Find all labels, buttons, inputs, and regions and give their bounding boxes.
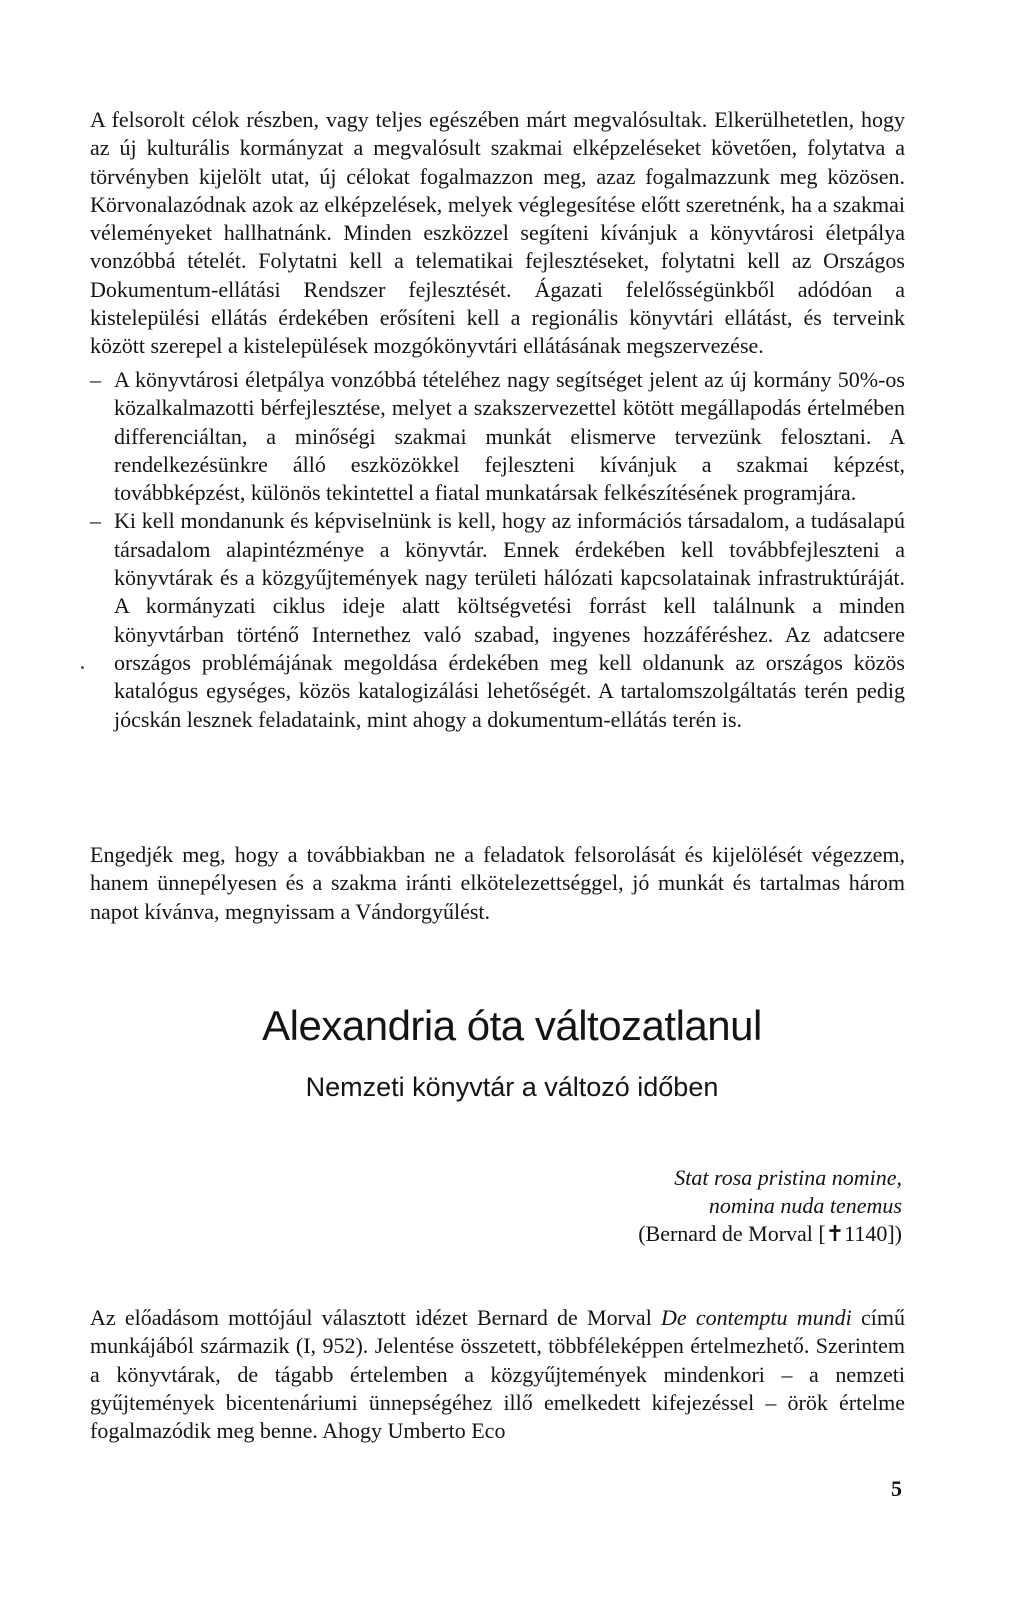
bullet-item-information-society — [90, 507, 905, 733]
article-subtitle: Nemzeti könyvtár a változó időben — [305, 1072, 719, 1102]
bullet-item-career — [90, 366, 905, 507]
article-title: Alexandria óta változatlanul — [262, 1002, 762, 1049]
paragraph-intro-part-1: Az előadásom mottójául választott idézet Bernard de Morval — [90, 1305, 662, 1330]
motto-quote — [638, 1164, 902, 1248]
bullet-list — [90, 366, 905, 734]
paragraph-intro-part-2: című munkájából származik (I, 952). Jelentése összetett, többféleképpen értelmezhető. Szerintem a könyvtárak, de tágabb értelemben a közgyűjtemények mindenkori – a nemzeti gyűjtemények bicentenáriumi ünnepségéhez illő emelkedett kifejezéssel – örök értelme fogalmazódik meg benne. Ahogy Umberto Eco — [90, 1305, 905, 1444]
page-number: 5 — [891, 1476, 902, 1501]
motto-line-2: nomina nuda tenemus — [708, 1193, 902, 1218]
work-title: De contemptu mundi — [661, 1305, 852, 1330]
motto-line-1: Stat rosa pristina nomine, — [674, 1165, 902, 1190]
motto-source: (Bernard de Morval [✝1140]) — [638, 1221, 902, 1246]
bullet-dash: – — [90, 508, 101, 534]
bullet-text: A könyvtárosi életpálya vonzóbbá tételéhez nagy segítséget jelent az új kormány 50%-os közalkalmazotti bérfejlesztése, melyet a szakszervezettel kötött megállapodás értelmében differenciáltan, a minőségi szakmai munkát elismerve tervezünk felosztani. A rendelkezésünkre álló eszközökkel fejleszteni kívánjuk a szakmai képzést, továbbképzést, különös tekintettel a fiatal munkatársak felkészítésének programjára. — [114, 367, 905, 506]
paragraph-goals: A felsorolt célok részben, vagy teljes egészében márt megvalósultak. Elkerülhetetlen, hogy az új kulturális kormányzat a megvalósult szakmai elképzeléseket követően, folytatva a törvényben kijelölt utat, új célokat fogalmazzon meg, azaz fogalmazzunk meg közösen. Körvonalazódnak azok az elképzelések, melyek véglegesítése előtt szeretnénk, ha a szakmai véleményeket hallhatnánk. Minden eszközzel segíteni kívánjuk a könyvtárosi életpálya vonzóbbá tételét. Folytatni kell a telematikai fejlesztéseket, folytatni kell az Országos Dokumentum-ellátási Rendszer fejlesztését. Ágazati felelősségünkből adódóan a kistelepülési ellátás érdekében erősíteni kell a regionális könyvtári ellátást, és terveink között szerepel a kistelepülések mozgókönyvtári ellátásának megszervezése. — [90, 107, 905, 359]
stray-dot-mark — [81, 666, 84, 669]
paragraph-closing: Engedjék meg, hogy a továbbiakban ne a feladatok felsorolását és kijelölését végezzem, hanem ünnepélyesen és a szakma iránti elkötelezettséggel, jó munkát és tartalmas három napot kívánva, megnyissam a Vándorgyűlést. — [90, 842, 905, 924]
bullet-text: Ki kell mondanunk és képviselnünk is kell, hogy az információs társadalom, a tudásalapú társadalom alapintézménye a könyvtár. Ennek érdekében kell továbbfejleszteni a könyvtárak és a közgyűjtemények nagy területi hálózati kapcsolatainak infrastruktúráját. A kormányzati ciklus ideje alatt költségvetési forrást kell találnunk a minden könyvtárban történő Internethez való szabad, ingyenes hozzáféréshez. Az adatcsere országos problémájának megoldása érdekében meg kell oldanunk az országos közös katalógus egységes, közös katalogizálási lehetőségét. A tartalomszolgáltatás terén pedig jócskán lesznek feladataink, mint ahogy a dokumentum-ellátás terén is. — [114, 508, 905, 732]
bullet-dash: – — [90, 367, 101, 392]
paragraph-intro — [90, 1304, 905, 1445]
